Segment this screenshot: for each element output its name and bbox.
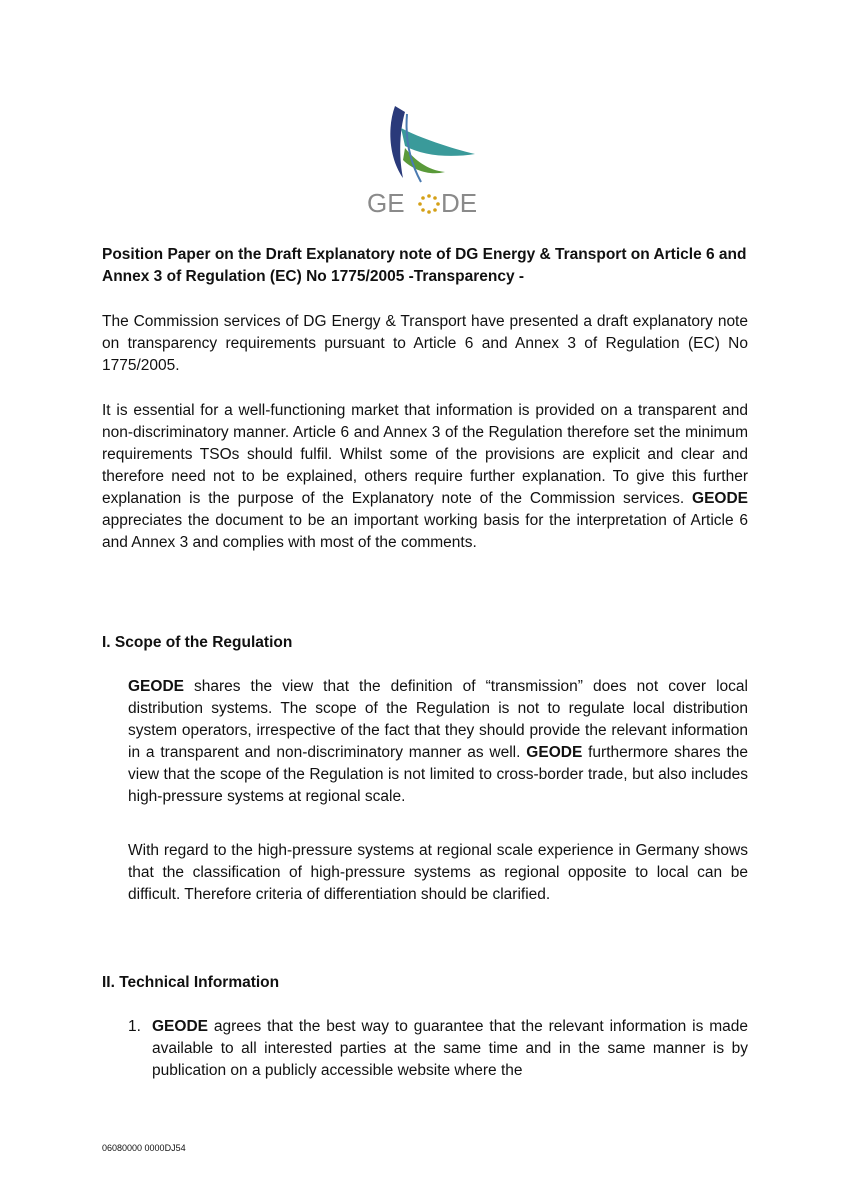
logo-leaf-teal — [401, 128, 475, 156]
intro-2-part2: appreciates the document to be an important working basis for the interpretation of Article 6 and Annex 3 and complies with most of the comments. — [102, 512, 748, 551]
intro-paragraph-1: The Commission services of DG Energy & Transport have presented a draft explanatory note on transparency requirements pursuant to Article 6 and Annex 3 of Regulation (EC) No 1775/2005. — [102, 313, 748, 374]
section-1-paragraph-1 — [128, 676, 748, 808]
section-1-heading: I. Scope of the Regulation — [102, 634, 293, 651]
section-2-heading: II. Technical Information — [102, 974, 280, 991]
list-item-1-text — [152, 1016, 748, 1082]
s2-item1-body: agrees that the best way to guarantee that the relevant information is made available to all interested parties at the same time and in the same manner is by publication on a publicly accessible website where the — [152, 1018, 748, 1079]
s2-item1-geode: GEODE — [152, 1018, 208, 1035]
list-item-1-number: 1. — [128, 1018, 141, 1035]
geode-logo — [365, 98, 485, 220]
page-footer-code: 06080000 0000DJ54 — [102, 1143, 186, 1153]
geode-logo-mark — [365, 98, 485, 220]
logo-star-circle — [418, 194, 440, 214]
s1-p1-text: shares the view that the definition of “transmission” does not cover local distribution systems. The scope of the Regulation is not to regulate local distribution system operators, irrespective of the fact that they should provide the relevant information in a transparent and non-discriminatory manner as well. — [128, 678, 748, 761]
s1-p1-geode: GEODE — [128, 678, 184, 695]
logo-text-right: DE — [441, 188, 478, 218]
section-1-paragraph-2: With regard to the high-pressure systems at regional scale experience in Germany shows that the classification of high-pressure systems as regional opposite to local can be difficult. Therefore criteria of differentiation should be clarified. — [128, 842, 748, 903]
logo-leaf-navy — [390, 106, 405, 178]
intro-paragraph-2 — [102, 400, 748, 554]
intro-2-geode: GEODE — [692, 490, 748, 507]
logo-text-left: GE — [367, 188, 405, 218]
intro-2-part1: It is essential for a well-functioning market that information is provided on a transparent and non-discriminatory manner. Article 6 and Annex 3 of the Regulation therefore set the minimum requirements TSOs should fulfil. Whilst some of the provisions are explicit and clear and therefore need not to be explained, others require further explanation. To give this further explanation is the purpose of the Explanatory note of the Commission services. — [102, 402, 748, 507]
section-2-list-item-1 — [128, 1016, 748, 1082]
s1-p1-text2: furthermore shares the view that the scope of the Regulation is not limited to cross-border trade, but also includes high-pressure systems at regional scale. — [128, 744, 749, 805]
s1-p1-geode2: GEODE — [526, 744, 583, 761]
document-title: Position Paper on the Draft Explanatory note of DG Energy & Transport on Article 6 and Annex 3 of Regulation (EC) No 1775/2005 -Transparency - — [102, 246, 747, 285]
